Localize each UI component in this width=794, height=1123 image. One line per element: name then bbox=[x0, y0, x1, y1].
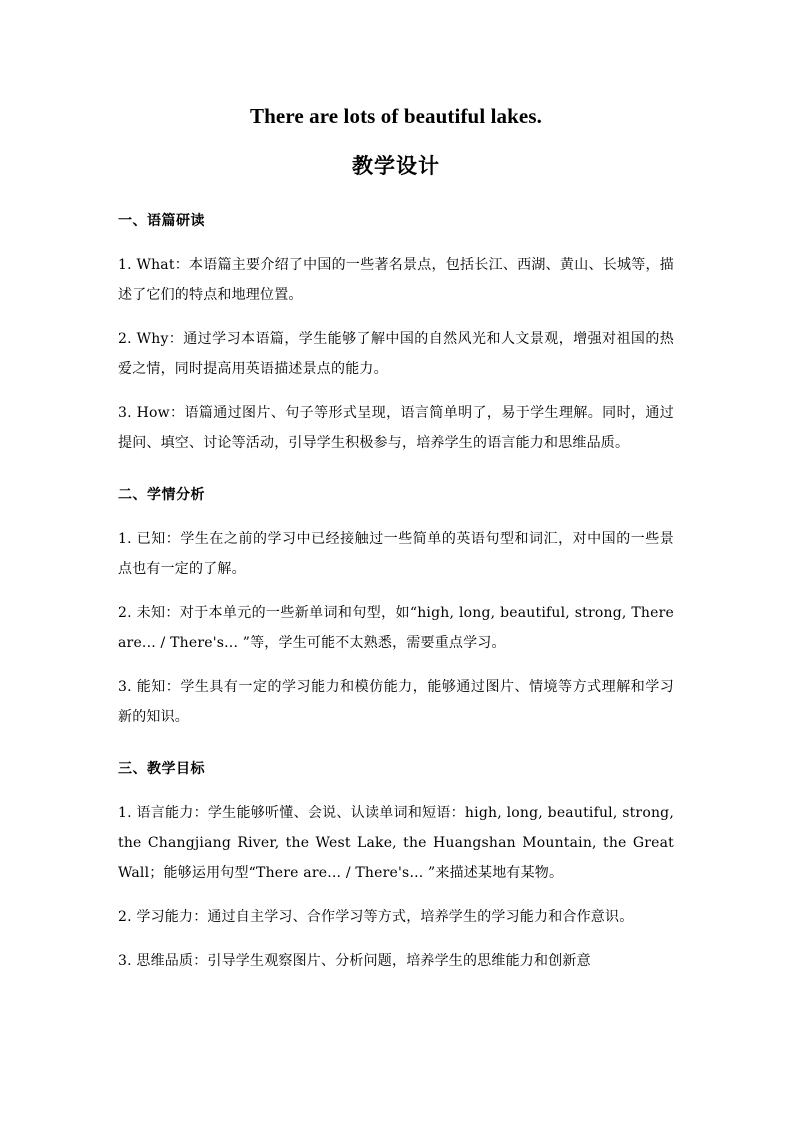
paragraph: 1. 语言能力：学生能够听懂、会说、认读单词和短语：high, long, beautiful, strong, the Changjiang River, the West Lake, the Huangshan Mountain, the Great Wall；能够运用句型“There are... / There's... ”来描述某地有某物。 bbox=[118, 805, 674, 881]
section-heading: 二、学情分析 bbox=[118, 487, 205, 503]
paragraph: 1. What：本语篇主要介绍了中国的一些著名景点，包括长江、西湖、黄山、长城等，描述了它们的特点和地理位置。 bbox=[118, 257, 674, 303]
section-text-analysis bbox=[118, 206, 674, 458]
paragraph: 3. How：语篇通过图片、句子等形式呈现，语言简单明了，易于学生理解。同时，通过提问、填空、讨论等活动，引导学生积极参与，培养学生的语言能力和思维品质。 bbox=[118, 405, 674, 451]
paragraph: 3. 能知：学生具有一定的学习能力和模仿能力，能够通过图片、情境等方式理解和学习新的知识。 bbox=[118, 679, 674, 725]
section-learner-analysis bbox=[118, 480, 674, 732]
section-heading: 一、语篇研读 bbox=[118, 213, 205, 229]
document-content bbox=[118, 98, 674, 976]
paragraph: 1. 已知：学生在之前的学习中已经接触过一些简单的英语句型和词汇，对中国的一些景点也有一定的了解。 bbox=[118, 531, 674, 577]
english-title: There are lots of beautiful lakes. bbox=[250, 104, 542, 128]
section-heading: 三、教学目标 bbox=[118, 761, 205, 777]
paragraph: 2. 未知：对于本单元的一些新单词和句型，如“high, long, beautiful, strong, There are... / There's... ”等，学生可能不太熟悉，需要重点学习。 bbox=[118, 605, 674, 651]
paragraph: 3. 思维品质：引导学生观察图片、分析问题，培养学生的思维能力和创新意 bbox=[118, 953, 591, 969]
paragraph: 2. Why：通过学习本语篇，学生能够了解中国的自然风光和人文景观，增强对祖国的热爱之情，同时提高用英语描述景点的能力。 bbox=[118, 331, 674, 377]
section-teaching-objectives bbox=[118, 754, 674, 976]
chinese-title: 教学设计 bbox=[352, 154, 440, 178]
paragraph: 2. 学习能力：通过自主学习、合作学习等方式，培养学生的学习能力和合作意识。 bbox=[118, 909, 634, 925]
